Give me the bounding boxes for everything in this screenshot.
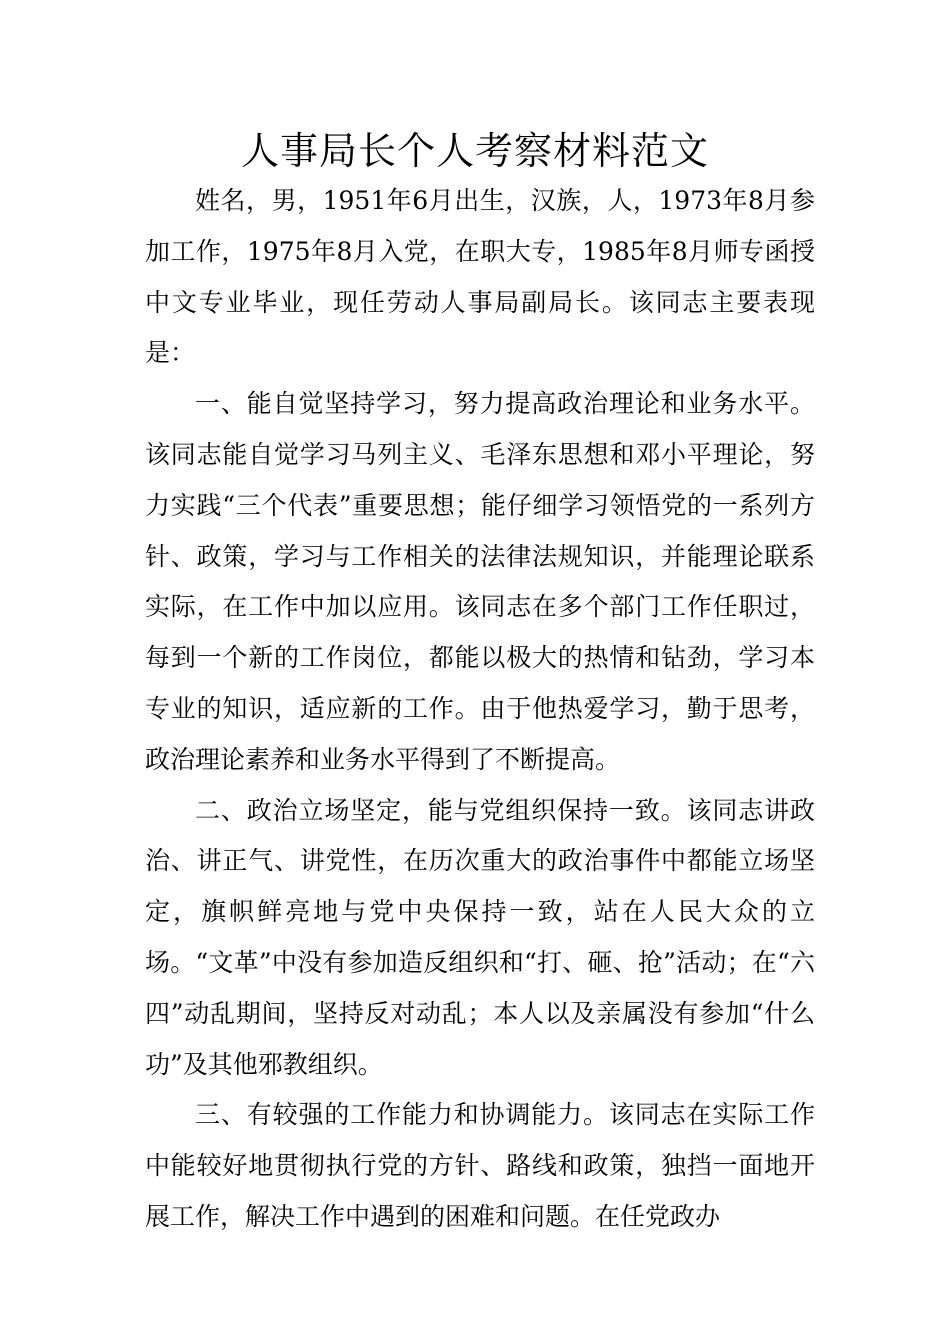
document-body bbox=[145, 176, 815, 1243]
paragraph-basic-info: 姓名，男，1951年6月出生，汉族，人，1973年8月参加工作，1975年8月入党，在职大专，1985年8月师专函授中文专业毕业，现任劳动人事局副局长。该同志主要表现是： bbox=[145, 186, 815, 368]
paragraph-study: 一、能自觉坚持学习，努力提高政治理论和业务水平。该同志能自觉学习马列主义、毛泽东思想和邓小平理论，努力实践“三个代表”重要思想；能仔细学习领悟党的一系列方针、政策，学习与工作相关的法律法规知识，并能理论联系实际，在工作中加以应用。该同志在多个部门工作任职过，每到一个新的工作岗位，都能以极大的热情和钻劲，学习本专业的知识，适应新的工作。由于他热爱学习，勤于思考，政治理论素养和业务水平得到了不断提高。 bbox=[145, 389, 815, 774]
document-title: 人事局长个人考察材料范文 bbox=[240, 129, 709, 173]
paragraph-political-stance: 二、政治立场坚定，能与党组织保持一致。该同志讲政治、讲正气、讲党性，在历次重大的政治事件中都能立场坚定，旗帜鲜亮地与党中央保持一致，站在人民大众的立场。“文革”中没有参加造反组织和“打、砸、抢”活动；在“六四”动乱期间，坚持反对动乱；本人以及亲属没有参加“什么功”及其他邪教组织。 bbox=[145, 795, 815, 1079]
paragraph-work-ability: 三、有较强的工作能力和协调能力。该同志在实际工作中能较好地贯彻执行党的方针、路线和政策，独挡一面地开展工作，解决工作中遇到的困难和问题。在任党政办 bbox=[145, 1100, 815, 1231]
